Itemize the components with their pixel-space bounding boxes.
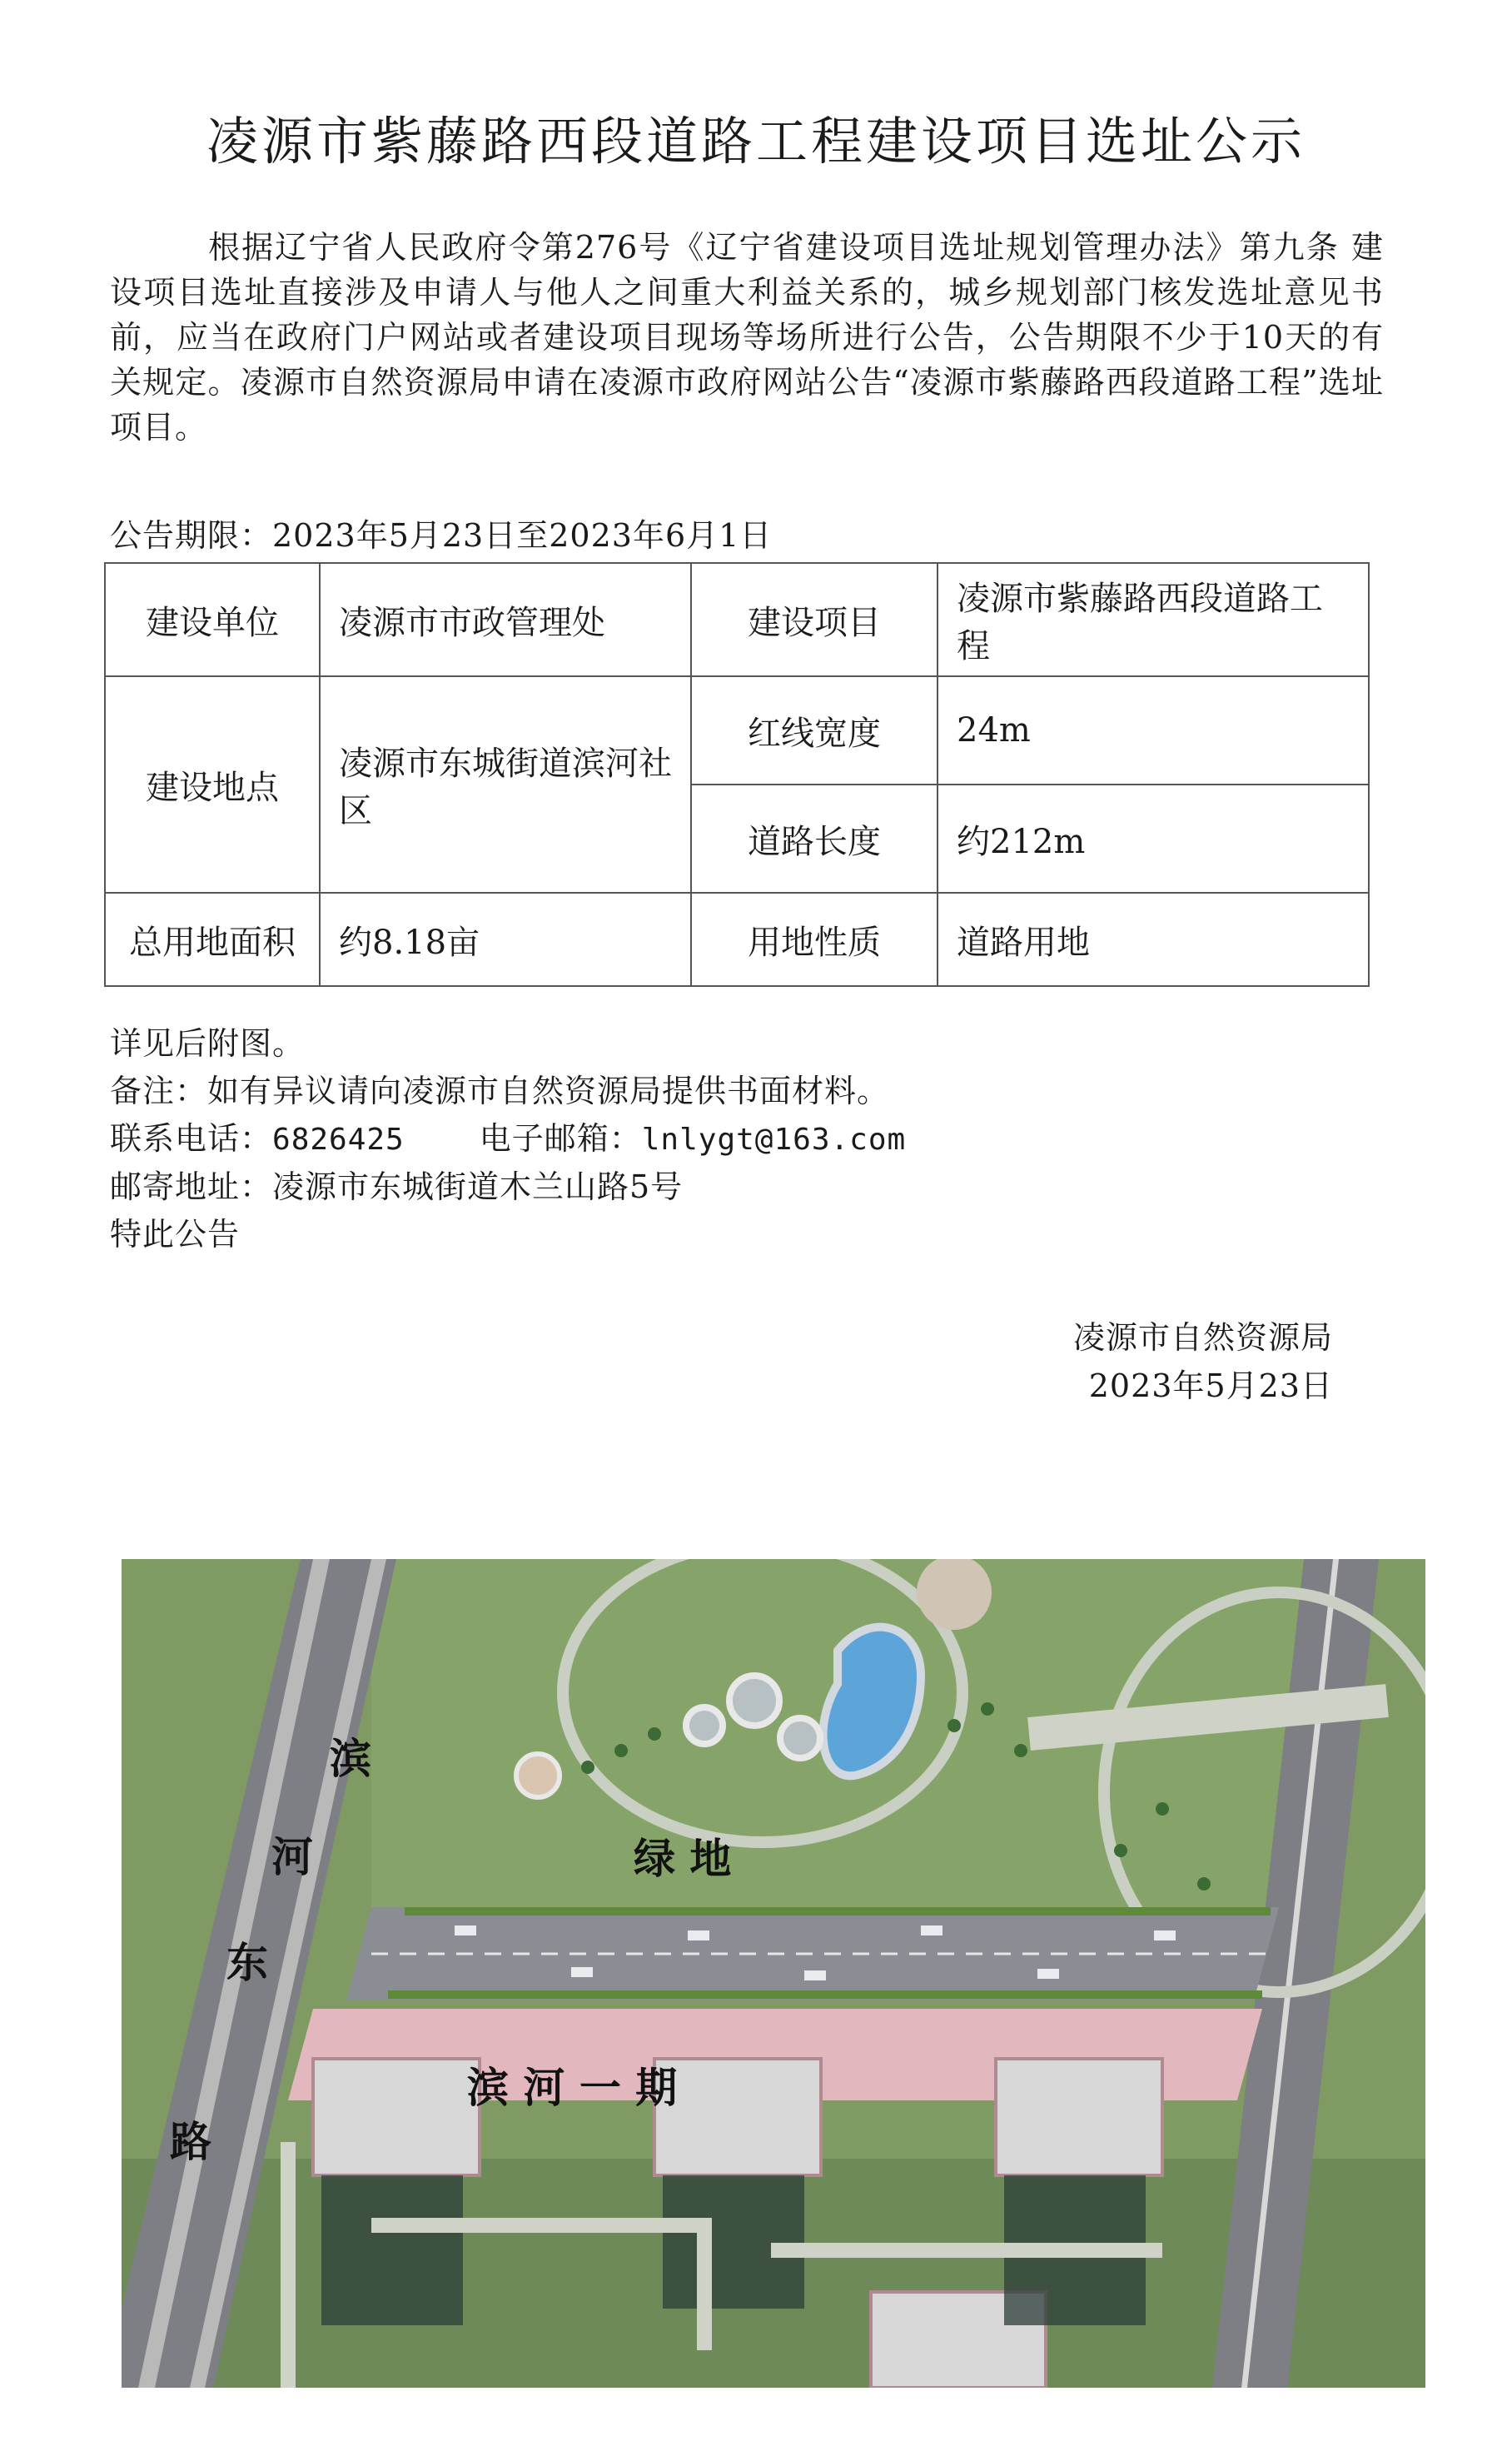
landuse-label: 用地性质: [691, 893, 938, 986]
area-label: 总用地面积: [105, 893, 320, 986]
project-label: 建设项目: [691, 563, 938, 676]
contact-line: [110, 1115, 906, 1163]
closing-text: 特此公告: [110, 1216, 241, 1253]
remark: 备注：如有异议请向凌源市自然资源局提供书面材料。: [110, 1073, 890, 1109]
length-label: 道路长度: [691, 785, 938, 893]
area-value: 约8.18亩: [320, 893, 691, 986]
location-value: 凌源市东城街道滨河社区: [320, 676, 691, 893]
map-label-road-char-3: 东: [226, 1939, 268, 1987]
redline-label: 红线宽度: [691, 676, 938, 785]
project-info-table: [104, 562, 1370, 987]
see-attached: 详见后附图。: [110, 1025, 306, 1062]
page-title: 凌源市紫藤路西段道路工程建设项目选址公示: [206, 111, 1306, 172]
map-label-road-char-2: 河: [271, 1833, 313, 1881]
notice-paragraph: 根据辽宁省人民政府令第276号《辽宁省建设项目选址规划管理办法》第九条 建设项目选址直接涉及申请人与他人之间重大利益关系的，城乡规划部门核发选址意见书前，应当在政府门户网站或者建设项目现场等场所进行公告，公告期限不少于10天的有关规定。凌源市自然资源局申请在凌源市政府网站公告“凌源市紫藤路西段道路工程”选址项目。: [110, 229, 1384, 446]
location-label: 建设地点: [105, 676, 320, 893]
site-plan-drawing: [122, 1559, 1425, 2388]
phone-label: 联系电话：: [110, 1120, 273, 1157]
notice-period: 公告期限：2023年5月23日至2023年6月1日: [110, 517, 773, 554]
unit-value: 凌源市市政管理处: [320, 563, 691, 676]
redline-value: 24m: [938, 676, 1369, 785]
mailing-address: 邮寄地址：凌源市东城街道木兰山路5号: [110, 1168, 684, 1205]
signature-block: [1073, 1313, 1333, 1410]
landuse-value: 道路用地: [938, 893, 1369, 986]
signature-org: 凌源市自然资源局: [1072, 1319, 1333, 1356]
email-label: 电子邮箱：: [479, 1120, 642, 1157]
length-value: 约212m: [938, 785, 1369, 893]
phone-number: 6826425: [272, 1123, 405, 1157]
map-label-road-char-1: 滨: [330, 1735, 371, 1783]
unit-label: 建设单位: [105, 563, 320, 676]
map-label-phase-one: 滨 河 一 期: [467, 2064, 678, 2112]
notes-block: [110, 1020, 906, 1258]
site-plan-image: [122, 1559, 1425, 2388]
signature-date: 2023年5月23日: [1088, 1367, 1333, 1404]
project-value: 凌源市紫藤路西段道路工程: [938, 563, 1369, 676]
map-label-road-char-4: 路: [170, 2118, 211, 2166]
map-label-green-space: 绿 地: [634, 1835, 732, 1883]
email-address[interactable]: lnlygt@163.com: [641, 1123, 907, 1157]
